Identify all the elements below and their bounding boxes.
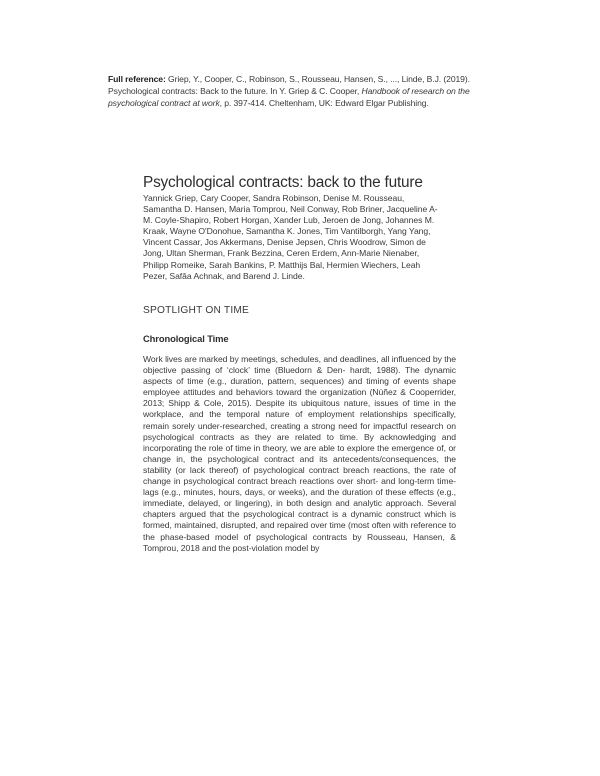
body-paragraph: Work lives are marked by meetings, schedules, and deadlines, all influenced by the objective passing of ‘clock’ time (Bluedorn & Den- hardt, 1988). The dynamic aspects of time (e.g., duration, pattern, sequences) and timing of events shape employee attitudes and behaviors toward the organization (Núñez & Cooperrider, 2013; Shipp & Cole, 2015). Despite its ubiquitous nature, issues of time in the workplace, and the temporal nature of employment relationships specifically, remain sorely under-researched, creating a strong need for impactful research on psychological contracts as they are related to time. By acknowledging and incorporating the role of time in theory, we are able to explore the emergence of, or change in, the psychological contract and its antecedents/consequences, the stability (or lack thereof) of psychological contract breach reactions, the rate of change in psychological contract breach reactions over short- and long-term time-lags (e.g., minutes, hours, days, or weeks), and the duration of these effects (e.g., immediate, delayed, or lingering), in both design and analytic approach. Several chapters argued that the psychological contract is a dynamic construct which is formed, maintained, disrupted, and repaired over time (most often with reference to the phase-based model of psychological contracts by Rousseau, Hansen, & Tomprou, 2018 and the post-violation model by <box>143 354 456 553</box>
subsection-heading: Chronological Time <box>143 333 229 344</box>
section-heading: SPOTLIGHT ON TIME <box>143 305 250 316</box>
full-reference <box>108 73 508 109</box>
author-list: Yannick Griep, Cary Cooper, Sandra Robinson, Denise M. Rousseau, Samantha D. Hansen, Maria Tomprou, Neil Conway, Rob Briner, Jacqueline A-M. Coyle-Shapiro, Robert Horgan, Xander Lub, Jeroen de Jong, Johannes M. Kraak, Wayne O'Donohue, Samantha K. Jones, Tim Vantilborgh, Yang Yang, Vincent Cassar, Jos Akkermans, Denise Jepsen, Chris Woodrow, Simon de Jong, Ultan Sherman, Frank Bezzina, Ceren Erdem, Ann-Marie Nienaber, Philipp Romeike, Sarah Bankins, P. Matthijs Bal, Hermien Wiechers, Leah Pezer, Safâa Achnak, and Barend J. Linde. <box>143 193 438 281</box>
full-reference-label: Full reference: <box>108 74 166 84</box>
paper-title: Psychological contracts: back to the future <box>143 174 423 191</box>
book-title: Handbook of research on the psychological contract at work <box>108 86 470 108</box>
citation-end: , p. 397-414. Cheltenham, UK: Edward Elgar Publishing. <box>219 98 429 108</box>
citation-start: Griep, Y., Cooper, C., Robinson, S., Rousseau, Hansen, S., ..., Linde, B.J. (2019). Psychological contracts: Back to the future. In Y. Griep & C. Cooper, <box>108 74 470 96</box>
